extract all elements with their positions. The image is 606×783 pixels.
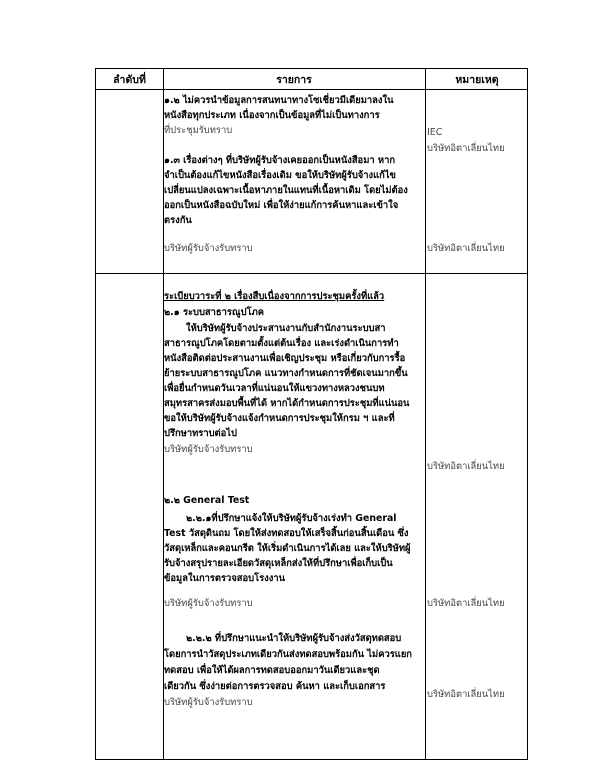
section-2-2-2-line: ๒.๒.๒ ที่ปรึกษาแนะนำให้บริษัทผู้รับจ้างส่งวัสดุทดสอบ — [186, 633, 402, 644]
section-2-2-1-line: Test วัสดุดินถม โดยให้ส่งทดสอบให้เสร็จสิ้นก่อนสิ้นเดือน ซึ่ง — [164, 528, 409, 539]
section-2-2-1-line: รับจ้างสรุปรายละเอียดวัสดุเหล็กส่งให้ที่ปรึกษาเพื่อเก็บเป็น — [164, 558, 393, 569]
item-1-3-line: ตรงกัน — [164, 215, 192, 226]
section-2-1-line: ปรึกษาทราบต่อไป — [164, 428, 237, 439]
section-2-1-line: สาธารณูปโภคโดยตามตั้งแต่ต้นเรื่อง และเร่งดำเนินการทำ — [164, 338, 399, 349]
section-2-1-title: ๒.๑ ระบบสาธารณูปโภค — [164, 307, 265, 318]
section-2-2-2-line: ทดสอบ เพื่อให้ได้ผลการทดสอบออกมาวันเดียวและชุด — [164, 665, 380, 676]
item-1-2-line: ๑.๒ ไม่ควรนำข้อมูลการสนทนาทางโซเชี่ยวมีเดียมาลงใน — [164, 95, 394, 106]
section-2-1-line: ขอให้บริษัทผู้รับจ้างแจ้งกำหนดการประชุมให้กรม ฯ และที่ — [164, 413, 395, 424]
item-1-3-line: ออกเป็นหนังสือฉบับใหม่ เพื่อให้ง่ายแก้การค้นหาและเข้าใจ — [164, 200, 399, 211]
remark: IEC — [427, 127, 443, 138]
acknowledgement: บริษัทผู้รับจ้างรับทราบ — [164, 697, 253, 708]
agenda-title: ระเบียบวาระที่ ๒ เรื่องสืบเนื่องจากการประชุมครั้งที่แล้ว — [164, 291, 385, 302]
section-2-2-1-line: ข้อมูลในการตรวจสอบโรงงาน — [164, 573, 286, 584]
section-2-2-1-line: ๒.๒.๑ที่ปรึกษาแจ้งให้บริษัทผู้รับจ้างเร่งทำ General — [186, 513, 397, 524]
section-2-1-line: สมุทรสาครส่งมอบพื้นที่ได้ หากได้กำหนดการประชุมที่แน่นอน — [164, 398, 410, 409]
header-no: ลำดับที่ — [113, 74, 146, 86]
section-2-2-title: ๒.๒ General Test — [164, 495, 250, 506]
section-2-2-1-line: วัสดุเหล็กและคอนกรีต ให้เริ่มดำเนินการได้เลย และให้บริษัทผู้ — [164, 543, 411, 554]
item-1-3-line: ๑.๓ เรื่องต่างๆ ที่บริษัทผู้รับจ้างเคยออกเป็นหนังสือมา หาก — [164, 155, 396, 166]
row-divider — [96, 273, 527, 274]
acknowledgement: บริษัทผู้รับจ้างรับทราบ — [164, 243, 253, 254]
minutes-table — [95, 68, 528, 760]
remark: บริษัทอิตาเลี่ยนไทย — [427, 689, 505, 700]
section-2-1-line: ย้ายระบบสาธารณูปโภค แนวทางกำหนดการที่ชัดเจนมากขึ้น — [164, 368, 408, 379]
acknowledgement: บริษัทผู้รับจ้างรับทราบ — [164, 598, 253, 609]
header-item: รายการ — [276, 74, 312, 86]
header-divider — [96, 89, 527, 90]
acknowledgement: ที่ประชุมรับทราบ — [164, 125, 233, 136]
item-1-3-line: จำเป็นต้องแก้ไขหนังสือเรื่องเดิม ขอให้บริษัทผู้รับจ้างแก้ไข — [164, 170, 396, 181]
remark: บริษัทอิตาเลี่ยนไทย — [427, 598, 505, 609]
section-2-1-line: ให้บริษัทผู้รับจ้างประสานงานกับสำนักงานระบบสา — [186, 323, 386, 334]
header-remark: หมายเหตุ — [455, 74, 499, 86]
item-1-2-line: หนังสือทุกประเภท เนื่องจากเป็นข้อมูลที่ไม่เป็นทางการ — [164, 110, 380, 121]
item-1-3-line: เปลี่ยนแปลงเฉพาะเนื้อหาภายในแทนที่เนื้อหาเดิม โดยไม่ต้อง — [164, 185, 408, 196]
acknowledgement: บริษัทผู้รับจ้างรับทราบ — [164, 444, 253, 455]
section-2-1-line: หนังสือติดต่อประสานงานเพื่อเชิญประชุม หรือเกี่ยวกับการรื้อ — [164, 353, 406, 364]
remark: บริษัทอิตาเลี่ยนไทย — [427, 243, 505, 254]
section-2-1-line: เพื่อยื่นกำหนดวันเวลาที่แน่นอนให้แขวงทางหลวงชนบท — [164, 383, 385, 394]
remark: บริษัทอิตาเลี่ยนไทย — [427, 461, 505, 472]
section-2-2-2-line: โดยการนำวัสดุประเภทเดียวกันส่งทดสอบพร้อมกัน ไม่ควรแยก — [164, 649, 412, 660]
section-2-2-2-line: เดียวกัน ซึ่งง่ายต่อการตรวจสอบ ค้นหา และเก็บเอกสาร — [164, 681, 386, 692]
remark: บริษัทอิตาเลี่ยนไทย — [427, 143, 505, 154]
column-divider — [425, 69, 426, 759]
